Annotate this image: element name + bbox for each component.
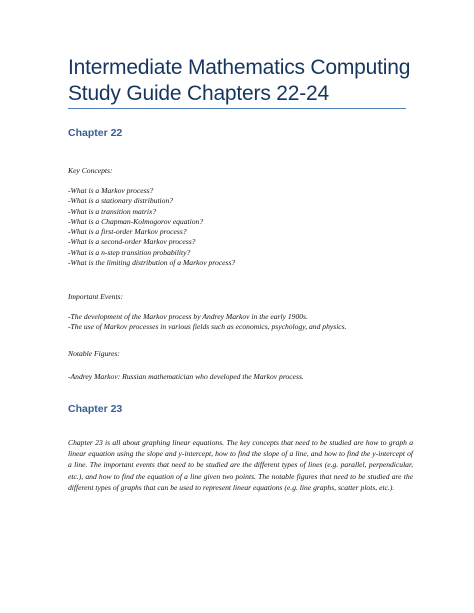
list-item: -What is a n-step transition probability? xyxy=(68,247,191,257)
chapter-23-heading: Chapter 23 xyxy=(68,403,123,415)
title-underline xyxy=(68,108,406,109)
list-item: -What is a first-order Markov process? xyxy=(68,227,187,237)
chapter-23-paragraph: Chapter 23 is all about graphing linear equations. The key concepts that need to be studied are how to graph a linear equation using the slope and y-intercept, how to find the slope of a line, and how to find the y-intercept of a line. The important events that need to be studied are the different types of lines (e.g. parallel, perpendicular, etc.), and how to find the equation of a line given two points. The notable figures that need to be studied are the different types of graphs that can be used to represent linear equations (e.g. line graphs, scatter plots, etc.). xyxy=(68,438,413,492)
document-title xyxy=(68,55,413,107)
title-line-1: Intermediate Mathematics Computing xyxy=(68,56,411,79)
list-item: -What is a Markov process? xyxy=(68,186,154,195)
list-item: -What is a stationary distribution? xyxy=(68,196,174,206)
list-item: -What is the limiting distribution of a Markov process? xyxy=(68,258,236,268)
list-item: -What is a transition matrix? xyxy=(68,206,157,216)
list-item: -The development of the Markov process by Andrey Markov in the early 1900s. xyxy=(68,312,308,321)
notable-figures-section xyxy=(68,349,413,359)
list-item: -The use of Markov processes in various fields such as economics, psychology, and physics. xyxy=(68,322,347,332)
important-events-section xyxy=(68,292,413,302)
list-item: -What is a Chapman-Kolmogorov equation? xyxy=(68,216,204,226)
list-item: -Andrey Markov: Russian mathematician who developed the Markov process. xyxy=(68,372,304,381)
list-item: -What is a second-order Markov process? xyxy=(68,237,196,247)
chapter-22-heading: Chapter 22 xyxy=(68,127,123,139)
key-concepts-list xyxy=(68,186,413,268)
notable-figures-list xyxy=(68,372,413,382)
key-concepts-section xyxy=(68,166,413,176)
title-line-2: Study Guide Chapters 22-24 xyxy=(68,82,329,105)
important-events-list xyxy=(68,312,413,333)
key-concepts-label: Key Concepts: xyxy=(68,166,113,175)
important-events-label: Important Events: xyxy=(68,292,124,301)
notable-figures-label: Notable Figures: xyxy=(68,349,120,358)
